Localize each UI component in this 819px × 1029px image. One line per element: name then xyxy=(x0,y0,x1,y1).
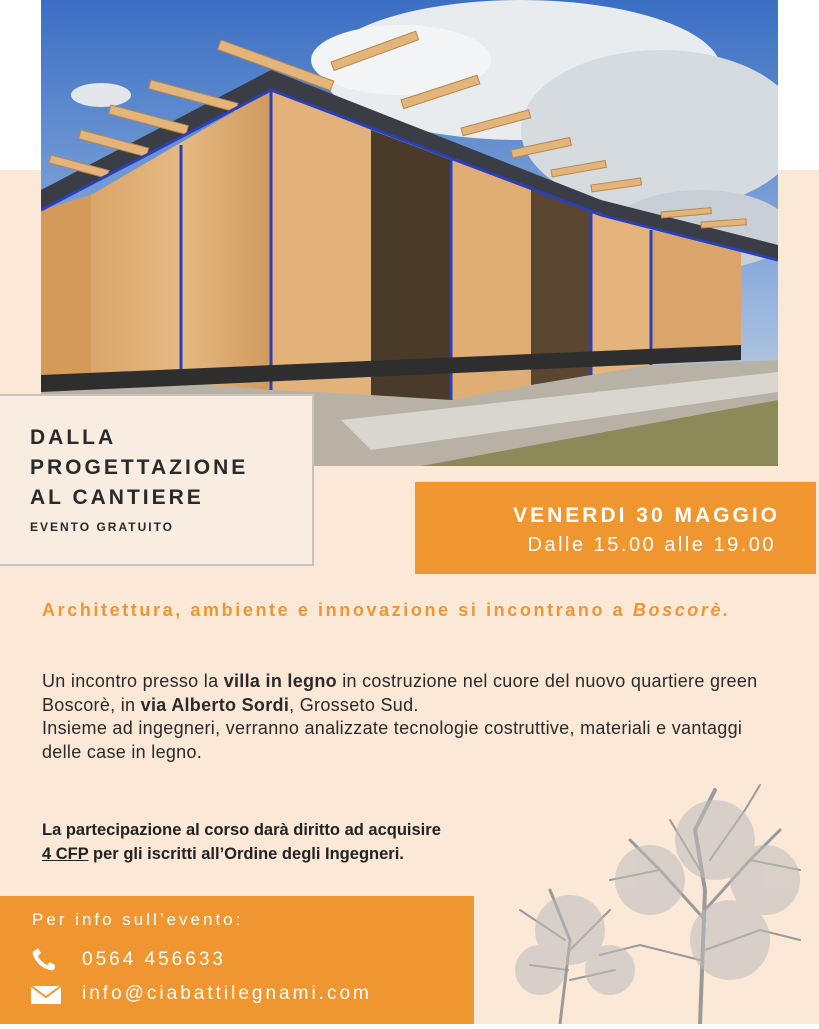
phone-row[interactable] xyxy=(30,948,226,972)
cfp-credits: 4 CFP xyxy=(42,845,89,863)
headline-emphasis: Boscorè. xyxy=(632,600,731,620)
tree-illustration xyxy=(500,770,819,1024)
event-description xyxy=(42,670,782,764)
title-line-2: PROGETTAZIONE xyxy=(30,456,249,479)
desc-text: Un incontro presso la xyxy=(42,671,224,691)
event-day: VENERDI 30 MAGGIO xyxy=(513,504,780,527)
desc-bold-address: via Alberto Sordi xyxy=(140,694,290,715)
phone-icon xyxy=(30,948,62,972)
cfp-line-1: La partecipazione al corso darà diritto ad acquisire xyxy=(42,821,441,839)
contact-title: Per info sull’evento: xyxy=(32,910,244,929)
title-line-1: DALLA xyxy=(30,426,117,449)
desc-text: in costruzione nel cuore del nuovo quartiere green Boscorè, in xyxy=(42,671,758,715)
headline xyxy=(42,596,802,624)
event-title-box xyxy=(0,394,314,566)
email-address[interactable]: info@ciabattilegnami.com xyxy=(82,983,372,1004)
email-row[interactable] xyxy=(30,982,372,1006)
headline-text: Architettura, ambiente e innovazione si incontrano a xyxy=(42,600,633,620)
phone-number[interactable]: 0564 456633 xyxy=(82,949,226,970)
description-paragraph-1 xyxy=(42,670,782,717)
event-time: Dalle 15.00 alle 19.00 xyxy=(527,534,776,556)
envelope-icon xyxy=(30,982,62,1006)
event-date-box xyxy=(415,482,816,574)
description-paragraph-2: Insieme ad ingegneri, verranno analizzate tecnologie costruttive, materiali e vantaggi delle case in legno. xyxy=(42,718,743,762)
contact-info-box xyxy=(0,896,474,1024)
event-subtitle: EVENTO GRATUITO xyxy=(30,520,175,534)
cfp-line-2-rest: per gli iscritti all’Ordine degli Ingegneri. xyxy=(88,845,404,863)
title-line-3: AL CANTIERE xyxy=(30,486,204,509)
desc-text: , Grosseto Sud. xyxy=(289,694,419,715)
desc-bold-villa: villa in legno xyxy=(223,671,337,691)
